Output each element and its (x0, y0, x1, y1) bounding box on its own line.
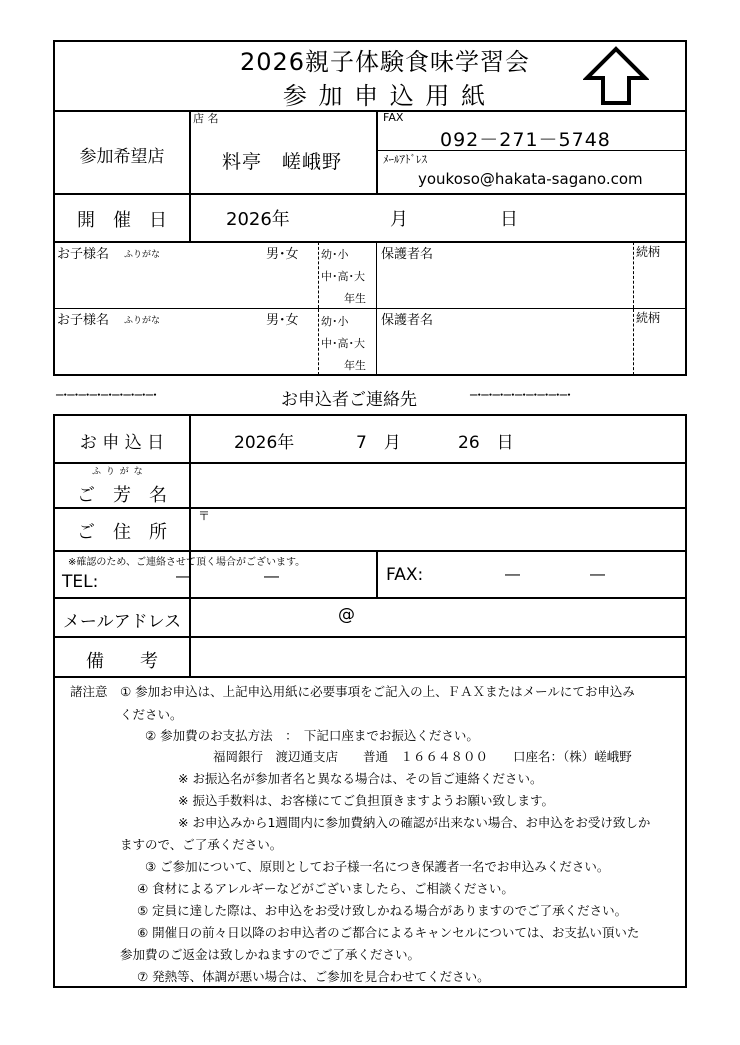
child-gender: 男･女 (266, 247, 299, 262)
form-subtitle: 参 加 申 込 用 紙 (282, 82, 488, 110)
guardian-label: 保護者名 (381, 247, 434, 262)
child-grade-suffix: 年生 (344, 292, 366, 305)
name-furigana: ふ り が な (92, 467, 144, 477)
note-line: ※ お振込名が参加者名と異なる場合は、その旨ご連絡ください。 (178, 771, 543, 786)
note-line: ③ ご参加について、原則としてお子様一名につき保護者一名でお申込みください。 (145, 859, 610, 874)
note-line: ② 参加費のお支払方法 ： 下記口座までお振込ください。 (145, 728, 479, 743)
form-title: 2026親子体験食味学習会 (239, 48, 531, 76)
divider-left: ─･─･─･─･─･─･─･─･─･ (56, 388, 158, 402)
event-year: 2026年 (226, 209, 290, 230)
tel-separator: ― (176, 567, 191, 585)
tel-label: TEL: (62, 572, 99, 592)
note-line: ⑤ 定員に達した際は、お申込をお受け致しかねる場合がありますのでご了承ください。 (137, 903, 628, 918)
event-month: 月 (390, 209, 408, 230)
event-day: 日 (500, 209, 518, 230)
apply-month: 7 月 (356, 433, 401, 453)
note-line: ※ お申込みから1週間内に参加費納入の確認が出来ない場合、お申込をお受け致しか (178, 815, 651, 830)
child-grade-suffix: 年生 (344, 359, 366, 372)
note-line: 福岡銀行 渡辺通支店 普通 １６６４８００ 口座名：（株）嵯峨野 (213, 749, 632, 764)
store-fax-number: 092－271－5748 (440, 129, 611, 151)
fax-separator: ― (505, 565, 520, 583)
confirm-note: ※確認のため、ご連絡させて頂く場合がございます。 (68, 557, 306, 568)
child-name-label: お子様名 (57, 313, 110, 328)
mail-caption: ﾒｰﾙｱﾄﾞﾚｽ (383, 153, 427, 166)
note-line: ④ 食材によるアレルギーなどがございましたら、ご相談ください。 (137, 881, 514, 896)
store-mail: youkoso@hakata-sagano.com (418, 170, 643, 188)
tel-separator: ― (264, 567, 279, 585)
address-label: ご 住 所 (77, 522, 167, 543)
apply-day: 26 日 (458, 433, 514, 453)
fax-separator: ― (590, 565, 605, 583)
email-field[interactable] (191, 599, 685, 635)
child-furigana: ふりがな (124, 250, 161, 260)
fax-caption: FAX (383, 111, 404, 124)
note-line: ますので、ご了承ください。 (120, 837, 283, 852)
child-grade-secondary: 中･高･大 (321, 270, 365, 283)
remarks-field[interactable] (191, 638, 685, 674)
child-grade-secondary: 中･高･大 (321, 337, 365, 350)
relation-label: 続柄 (636, 245, 661, 259)
email-at-sign: @ (338, 605, 355, 625)
note-line: ⑥ 開催日の前々日以降のお申込者のご都合によるキャンセルについては、お支払い頂いた (137, 925, 640, 940)
notes-heading: 諸注意 (70, 684, 108, 699)
fax-label: FAX: (386, 565, 424, 585)
up-arrow-icon (583, 46, 649, 106)
event-date-label: 開 催 日 (77, 210, 167, 231)
child-name-label: お子様名 (57, 247, 110, 262)
child-gender: 男･女 (266, 313, 299, 328)
apply-year: 2026年 (234, 433, 295, 453)
address-field[interactable] (191, 509, 685, 549)
guardian-label: 保護者名 (381, 313, 434, 328)
email-label: メールアドレス (62, 612, 182, 632)
note-line: ※ 振込手数料は、お客様にてご負担頂きますようお願い致します。 (178, 793, 554, 808)
remarks-label: 備 考 (86, 651, 158, 672)
postal-mark: 〒 (198, 509, 211, 523)
relation-label: 続柄 (636, 311, 661, 325)
child-grade-primary: 幼･小 (321, 248, 349, 261)
name-label: ご 芳 名 (77, 485, 167, 506)
child-grade-primary: 幼･小 (321, 315, 349, 328)
note-line: 参加費のご返金は致しかねますのでご了承ください。 (120, 947, 421, 962)
contact-section-title: お申込者ご連絡先 (281, 390, 417, 410)
store-name-caption: 店 名 (193, 112, 219, 125)
name-field[interactable] (191, 464, 685, 506)
apply-date-label: お 申 込 日 (79, 433, 165, 453)
note-line: ⑦ 発熱等、体調が悪い場合は、ご参加を見合わせてください。 (137, 969, 490, 984)
divider-right: ─･─･─･─･─･─･─･─･─･ (470, 388, 572, 402)
child-furigana: ふりがな (124, 316, 161, 326)
store-name: 料亭 嵯峨野 (222, 151, 343, 173)
store-label: 参加希望店 (79, 147, 165, 167)
note-line: ① 参加お申込は、上記申込用紙に必要事項をご記入の上、ＦＡＸまたはメールにてお申込み (120, 684, 635, 699)
note-line: ください。 (120, 707, 183, 722)
